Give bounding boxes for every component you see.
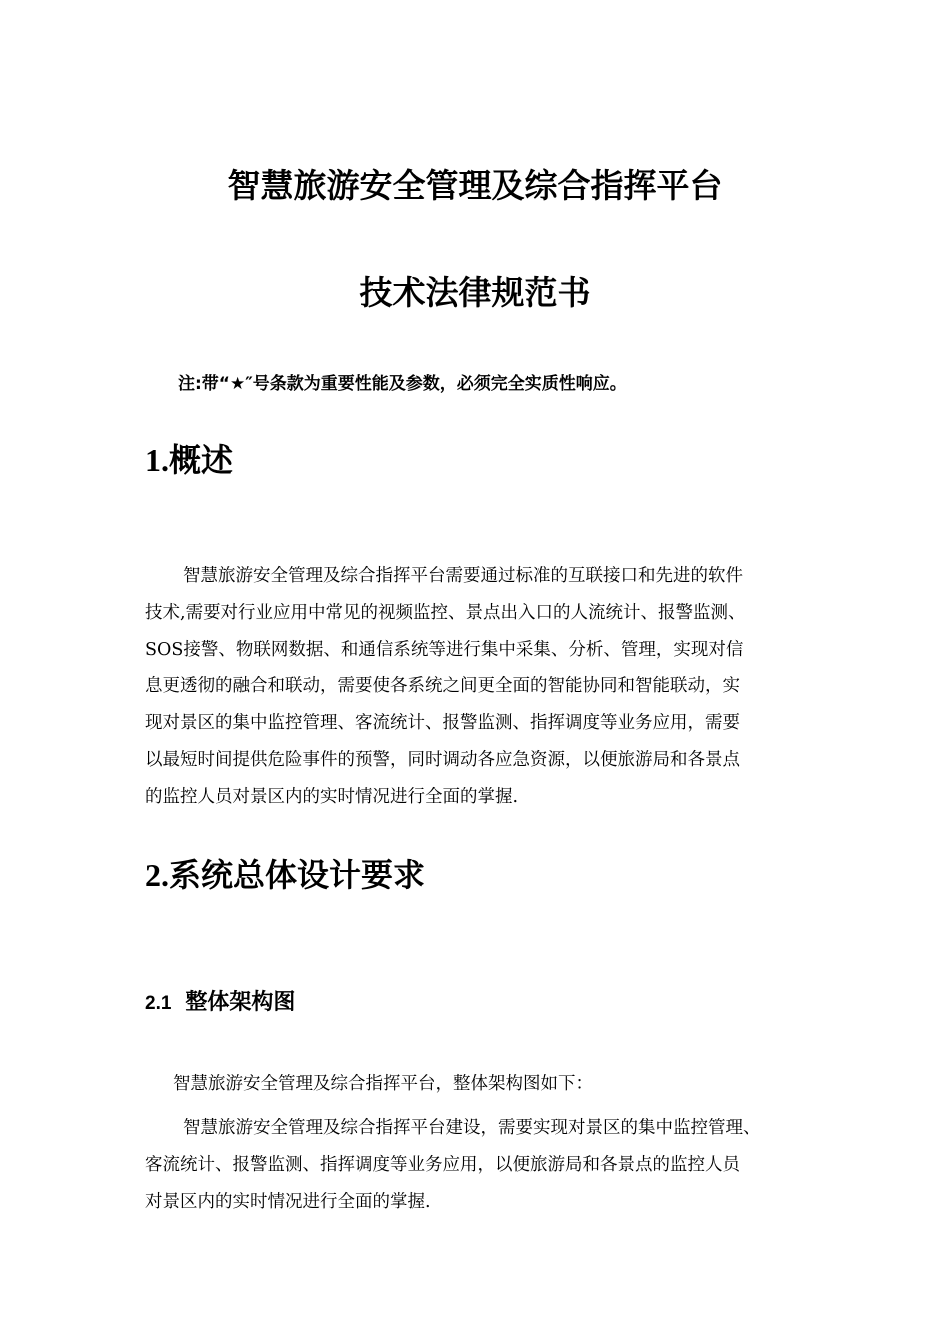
paragraph-line: 现对景区的集中监控管理、客流统计、报警监测、指挥调度等业务应用，需要 <box>145 713 740 734</box>
document-title: 智慧旅游安全管理及综合指挥平台 <box>227 166 723 205</box>
section-2-heading <box>145 855 425 895</box>
section-1-number: 1. <box>145 442 169 478</box>
paragraph-line: 智慧旅游安全管理及综合指挥平台，整体架构图如下： <box>173 1074 593 1094</box>
section-1-title: 概述 <box>169 441 234 479</box>
section-2-1-title: 整体架构图 <box>185 990 296 1015</box>
requirement-note: 注:带“★″号条款为重要性能及参数，必须完全实质性响应。 <box>178 374 627 394</box>
paragraph-line: 智慧旅游安全管理及综合指挥平台建设，需要实现对景区的集中监控管理、 <box>183 1118 761 1138</box>
paragraph-line: 技术,需要对行业应用中常见的视频监控、景点出入口的人流统计、报警监测、 <box>145 602 746 623</box>
section-2-1-heading <box>145 988 295 1019</box>
section-2-1-intro <box>173 1066 853 1103</box>
paragraph-line: 客流统计、报警监测、指挥调度等业务应用，以便旅游局和各景点的监控人员 <box>145 1154 740 1175</box>
paragraph-line: 的监控人员对景区内的实时情况进行全面的掌握. <box>145 786 519 807</box>
section-2-number: 2. <box>145 857 169 893</box>
paragraph-line: 对景区内的实时情况进行全面的掌握. <box>145 1191 431 1212</box>
section-1-paragraph <box>145 558 825 816</box>
section-2-1-paragraph <box>145 1110 825 1220</box>
section-2-title: 系统总体设计要求 <box>169 856 426 894</box>
section-1-heading <box>145 440 233 480</box>
paragraph-line: 智慧旅游安全管理及综合指挥平台需要通过标准的互联接口和先进的软件 <box>183 566 743 586</box>
section-2-1-number: 2.1 <box>145 993 172 1014</box>
document-subtitle: 技术法律规范书 <box>359 273 591 312</box>
paragraph-line: 息更透彻的融合和联动，需要使各系统之间更全面的智能协同和智能联动，实 <box>145 676 740 697</box>
paragraph-line: SOS接警、物联网数据、和通信系统等进行集中采集、分析、管理，实现对信 <box>145 639 744 660</box>
paragraph-line: 以最短时间提供危险事件的预警，同时调动各应急资源，以便旅游局和各景点 <box>145 749 740 770</box>
